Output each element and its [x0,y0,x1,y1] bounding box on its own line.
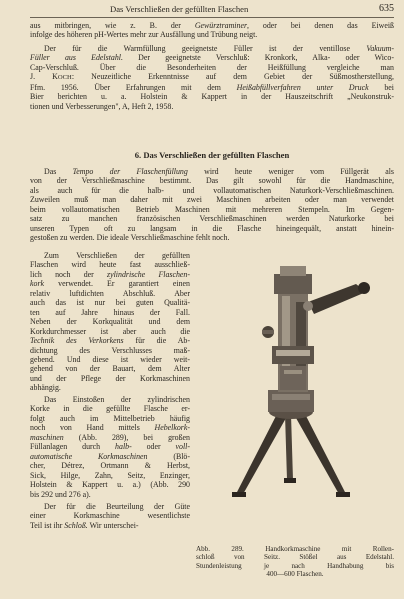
text-line: bis 292 und 276 a). [30,489,91,499]
figure-caption [196,545,394,578]
text-line: Füllanlagen durch halb- oder voll- [30,442,191,452]
text-line: Teil ist ihr Schloß. Wir unterschei- [30,520,139,530]
text-line: Korke in die gefüllte Flasche er- [30,404,190,414]
text-line: Der für die Warmfüllung geeignetste Füller ist der ventillose Vakuum- [44,44,394,53]
text-line: satz zu manchen französischen Verschließmaschinen werden Naturkorke bei [30,214,394,224]
text-line: dichtung des Verschlusses maß- [30,345,190,355]
hand-machines-paragraph [30,395,190,499]
text-line: Holstein & Kappert u. a.) (Abb. 290 [30,480,190,490]
text-line: maschinen (Abb. 289), bei großen [30,432,190,442]
text-line: kork verwendet. Er garantiert einen [30,279,190,289]
text-line: Bier berichten u. a. Holstein & Kappert in der Hauszeitschrift „Neukonstruk- [30,92,394,102]
text-line: Ffm. 1956. Über Erfahrungen mit dem Heißabfüllverfahren unter Druck bei [30,82,394,92]
text-line: lich noch der zylindrische Flaschen- [30,269,190,279]
text-line: cher, Détrez, Ortmann & Herbst, [30,461,190,471]
text-line: aus mitbringen, wie z. B. der Gewürztraminer, oder bei denen das Eiweiß [30,21,394,30]
text-line: gebend. Und diese ist wieder weit- [30,354,190,364]
figure-289 [196,262,394,502]
text-line: und der Pflege der Korkmaschinen [30,373,190,383]
text-line: Das Einstoßen der zylindrischen [44,395,190,404]
caption-line: Abb. 289. Handkorkmaschine mit Rollen- [196,545,394,553]
text-line: infolge des höheren pH-Wertes mehr zur Ausfällung und Trübung neigt. [30,30,258,40]
cork-paragraph [30,251,190,393]
caption-line: Stundenleistung je nach Handhabung bis [196,561,394,570]
text-line: Der für die Beurteilung der Güte [44,502,190,511]
text-line: Cap-Verschluß. Über die Besonderheiten der Heißfüllung vergleiche man [30,62,394,72]
intro-paragraph [30,21,394,40]
warm-filling-paragraph [30,44,394,111]
text-line: auch das ist nur bei guten Qualitä- [30,298,190,308]
text-line: Korkdurchmesser ist aber auch die [30,326,190,336]
running-title: Das Verschließen der gefüllten Flaschen [110,4,249,14]
caption-line: schloß von Seitz. Stößel aus Edelstahl. [196,553,394,562]
text-line: beim vollautomatischen Betrieb Maschinen mit mehreren Stempeln. Im Gegen- [30,204,394,214]
text-line: Neben der Korkqualität und dem [30,317,190,327]
section-heading: 6. Das Verschließen der gefüllten Flaschen [134,150,290,160]
lock-paragraph [30,502,190,530]
text-line: unseren Typen oft zu langsam in die Flasche hineingequält, anstatt hinein- [30,223,394,233]
text-line: relativ luftdichten Abschluß. Aber [30,288,190,298]
text-line: J. KOCH: Neuzeitliche Erkenntnisse auf dem Gebiet der Süßmostherstellung, [30,72,395,82]
text-line: Das Tempo der Flaschenfüllung wird heute weniger vom Füllgerät als [44,167,394,176]
hand-corking-machine-illustration [196,262,394,502]
page-header [30,3,394,18]
text-line: noch von Hand mittels Hebelkork- [30,423,190,433]
text-line: Technik des Verkorkens für die Ab- [30,336,190,346]
text-line: Sick, Hilge, Zahn, Seitz, Enzinger, [30,470,190,480]
text-line: Zuweilen muß man daher mit zwei Maschinen arbeiten oder man verwendet [30,195,394,205]
caption-line: 400—600 Flaschen. [266,569,324,578]
text-line: ten auf Jahre hinaus der Fall. [30,307,190,317]
page-number: 635 [379,3,394,14]
text-line: einer Korkmaschine wesentlichste [30,511,190,521]
text-line: Flaschen wird heute fast ausschließ- [30,260,190,270]
text-line: gestoßen zu werden. Die ideale Verschließmaschine fehlt noch. [30,233,230,243]
text-line: von der Verschließmaschine bestimmt. Das gilt sowohl für die Handmaschine, [30,176,394,186]
text-line: gehend von der Bauart, dem Alter [30,364,190,374]
text-line: abhängig. [30,383,61,393]
text-line: Füller aus Edelstahl. Der geeignetste Verschluß: Kronkork, Alka- oder Wico- [30,53,394,63]
text-line: folgt auch im Mittelbetrieb häufig [30,413,190,423]
text-line: tionen und Verbesserungen", A, Heft 2, 1958. [30,101,174,111]
tempo-paragraph [30,167,394,243]
text-line: automatische Korkmaschinen (Blö- [30,451,190,461]
text-line: als auch für die halb- und vollautomatischen Naturkork-Verschließmaschinen. [30,185,394,195]
text-line: Zum Verschließen der gefüllten [44,251,190,260]
